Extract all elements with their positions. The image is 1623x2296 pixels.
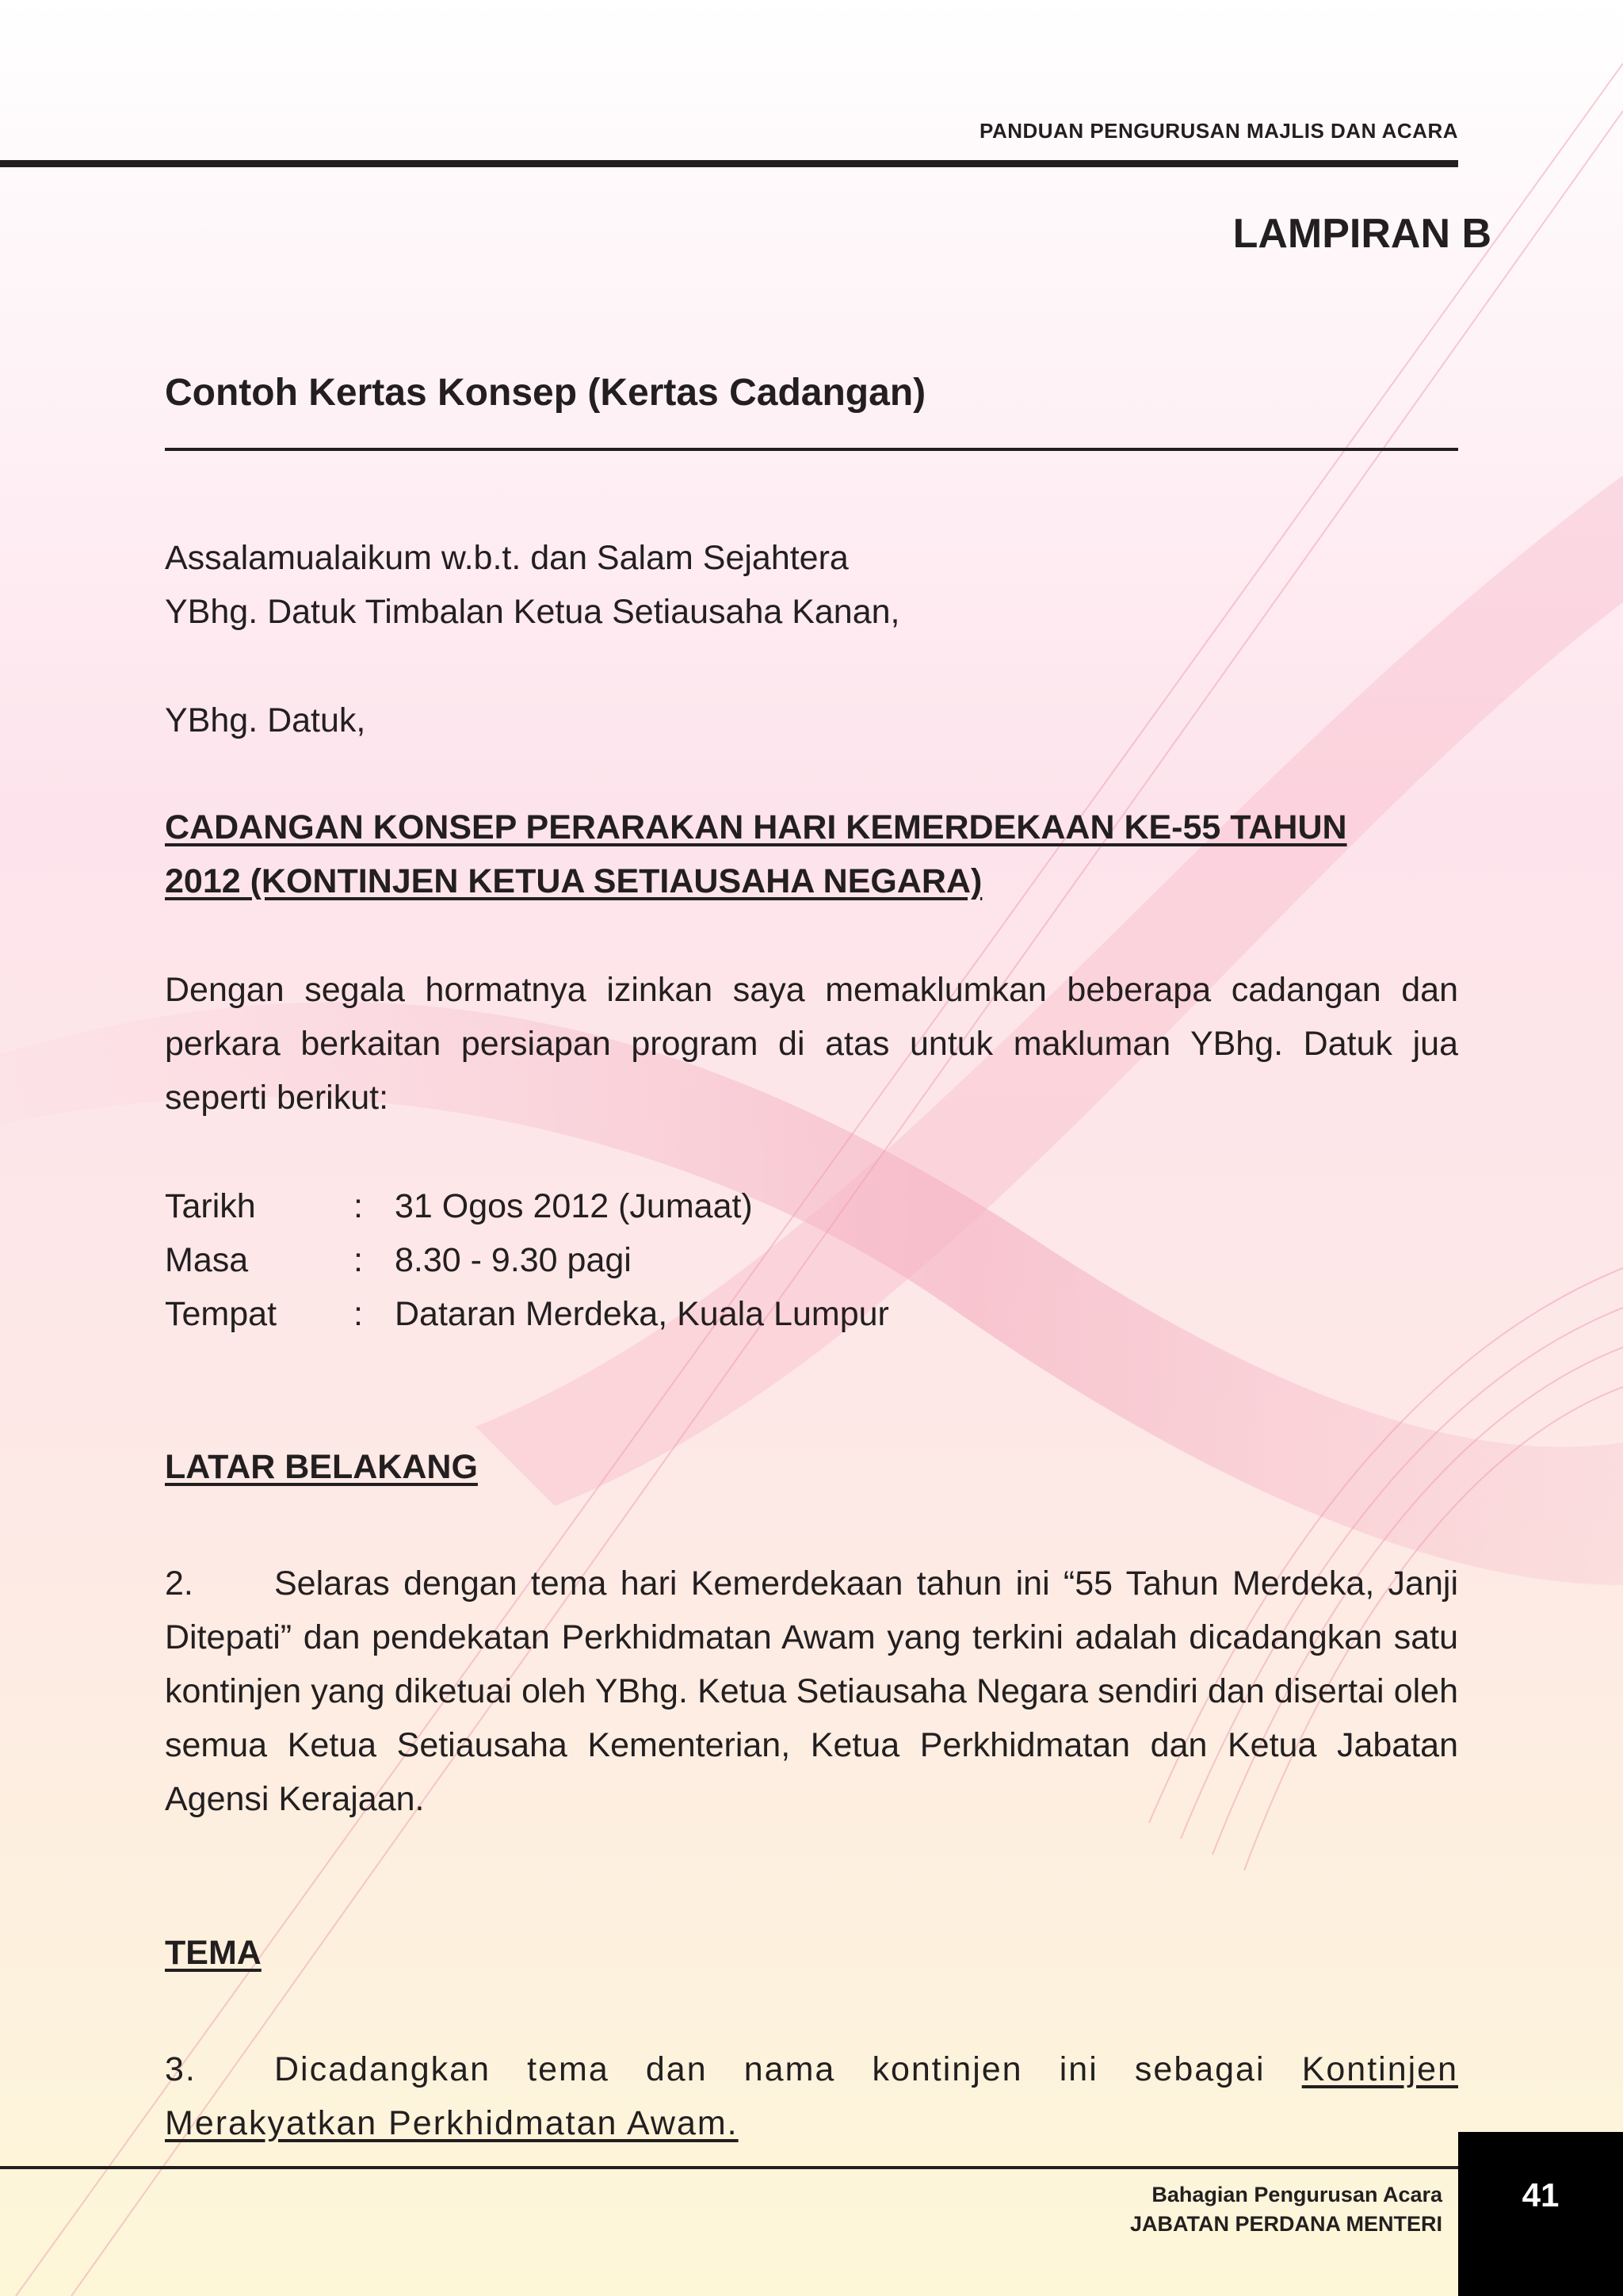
paragraph-number: 3. [165,2050,197,2088]
salutation: YBhg. Datuk, [165,701,366,739]
title-rule [165,448,1458,451]
document-title: Contoh Kertas Konsep (Kertas Cadangan) [165,372,926,414]
running-header: PANDUAN PENGURUSAN MAJLIS DAN ACARA [980,119,1458,143]
intro-paragraph: Dengan segala hormatnya izinkan saya memaklumkan beberapa cadangan dan perkara berkaitan persiapan program di atas untuk makluman YBhg. Datuk jua seperti berikut: [165,971,1458,1117]
header-rule [0,160,1458,167]
detail-row-time [165,1233,632,1287]
paragraph-text: Selaras dengan tema hari Kemerdekaan tahun ini “55 Tahun Merdeka, Janji Ditepati” dan pendekatan Perkhidmatan Awam yang terkini adalah dicadangkan satu kontinjen yang diketuai oleh YBhg. Ketua Setiausaha Negara sendiri dan disertai oleh semua Ketua Setiausaha Kementerian, Ketua Perkhidmatan dan Ketua Jabatan Agensi Kerajaan. [165,1564,1458,1818]
page-number: 41 [1458,2132,1623,2296]
detail-separator: : [353,1241,363,1279]
detail-separator: : [353,1187,363,1225]
footer-rule [0,2166,1458,2169]
subject-line-1: CADANGAN KONSEP PERARAKAN HARI KEMERDEKAAN KE-55 TAHUN [165,808,1347,846]
detail-row-date [165,1179,753,1233]
section-heading-background: LATAR BELAKANG [165,1448,478,1486]
greeting-line-1: Assalamualaikum w.b.t. dan Salam Sejahtera [165,539,849,577]
detail-value: 31 Ogos 2012 (Jumaat) [395,1187,753,1225]
subject-line-2: 2012 (KONTINJEN KETUA SETIAUSAHA NEGARA) [165,862,983,900]
detail-label: Masa [165,1241,249,1279]
section-heading-theme: TEMA [165,1934,262,1972]
paragraph-number: 2. [165,1564,193,1603]
detail-row-venue [165,1287,889,1341]
footer-department: JABATAN PERDANA MENTERI [1129,2212,1442,2236]
footer-division: Bahagian Pengurusan Acara [1151,2183,1442,2206]
paragraph-text: Dicadangkan tema dan nama kontinjen ini sebagai [274,2050,1266,2088]
greeting-line-2: YBhg. Datuk Timbalan Ketua Setiausaha Kanan, [165,593,900,631]
detail-value: 8.30 - 9.30 pagi [395,1241,632,1279]
detail-label: Tempat [165,1295,277,1333]
detail-label: Tarikh [165,1187,256,1225]
paragraph-theme [165,2042,1458,2150]
paragraph-background [165,1557,1458,1826]
detail-value: Dataran Merdeka, Kuala Lumpur [395,1295,889,1333]
appendix-label: LAMPIRAN B [1232,211,1491,257]
detail-separator: : [353,1295,363,1333]
contingent-name: Kontinjen Merakyatkan Perkhidmatan Awam. [165,2050,1458,2142]
